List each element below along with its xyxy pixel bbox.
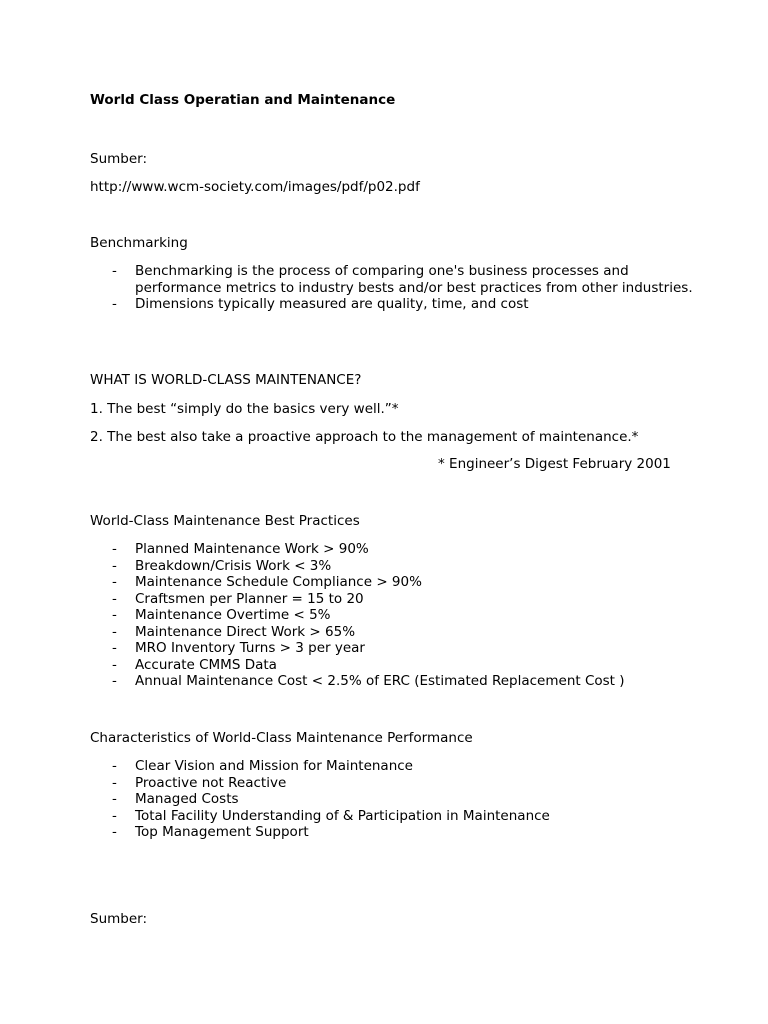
list-item-text: Managed Costs: [135, 791, 239, 807]
bullet-dash: -: [112, 263, 117, 279]
bullet-dash: -: [112, 640, 117, 656]
bullet-dash: -: [112, 557, 117, 574]
characteristics-list: [90, 758, 695, 841]
list-item: [90, 657, 695, 674]
list-item-text: Accurate CMMS Data: [135, 656, 277, 673]
list-item-text: Annual Maintenance Cost < 2.5% of ERC (Estimated Replacement Cost ): [135, 673, 625, 689]
list-item-text: Planned Maintenance Work > 90%: [135, 541, 369, 557]
list-item-text: Clear Vision and Mission for Maintenance: [135, 758, 413, 774]
list-item: [90, 824, 695, 841]
bullet-dash: -: [112, 774, 117, 791]
list-item-text: Total Facility Understanding of & Participation in Maintenance: [135, 807, 550, 824]
bullet-dash: -: [112, 824, 117, 840]
list-item: [90, 296, 695, 313]
list-item: [90, 574, 695, 591]
what-is-point-1: 1. The best “simply do the basics very well.”*: [90, 401, 399, 417]
citation: * Engineer’s Digest February 2001: [438, 456, 671, 472]
list-item-text: Benchmarking is the process of comparing one's business processes and performance metrics to industry bests and/or best practices from other industries.: [135, 263, 693, 296]
list-item-text: Maintenance Overtime < 5%: [135, 607, 331, 623]
list-item-text: Maintenance Schedule Compliance > 90%: [135, 574, 422, 590]
bullet-dash: -: [112, 296, 117, 312]
list-item: [90, 673, 695, 690]
list-item: [90, 808, 695, 825]
list-item: [90, 775, 695, 792]
list-item: [90, 791, 695, 808]
bullet-dash: -: [112, 541, 117, 557]
list-item: [90, 263, 695, 296]
what-is-point-2: 2. The best also take a proactive approach to the management of maintenance.*: [90, 429, 639, 445]
what-is-heading: WHAT IS WORLD-CLASS MAINTENANCE?: [90, 372, 362, 388]
list-item-text: Breakdown/Crisis Work < 3%: [135, 557, 332, 574]
list-item-text: Proactive not Reactive: [135, 774, 287, 791]
best-practices-list: [90, 541, 695, 690]
best-practices-heading: World-Class Maintenance Best Practices: [90, 513, 360, 529]
list-item-text: Dimensions typically measured are quality, time, and cost: [135, 296, 529, 312]
list-item-text: Maintenance Direct Work > 65%: [135, 623, 356, 640]
list-item: [90, 758, 695, 775]
bullet-dash: -: [112, 673, 117, 689]
source-link[interactable]: http://www.wcm-society.com/images/pdf/p02.pdf: [90, 179, 420, 195]
benchmarking-list: [90, 263, 695, 313]
list-item: [90, 591, 695, 608]
list-item: [90, 624, 695, 641]
bullet-dash: -: [112, 656, 117, 673]
list-item-text: Craftsmen per Planner = 15 to 20: [135, 590, 364, 607]
bullet-dash: -: [112, 791, 117, 807]
list-item: [90, 541, 695, 558]
footer-source-label: Sumber:: [90, 911, 148, 927]
document-title: World Class Operatian and Maintenance: [90, 92, 396, 108]
source-label: Sumber:: [90, 151, 148, 167]
bullet-dash: -: [112, 807, 117, 824]
list-item-text: Top Management Support: [135, 824, 309, 840]
bullet-dash: -: [112, 574, 117, 590]
bullet-dash: -: [112, 623, 117, 640]
benchmarking-heading: Benchmarking: [90, 235, 188, 251]
list-item-text: MRO Inventory Turns > 3 per year: [135, 640, 365, 656]
list-item: [90, 640, 695, 657]
list-item: [90, 607, 695, 624]
bullet-dash: -: [112, 758, 117, 774]
bullet-dash: -: [112, 607, 117, 623]
characteristics-heading: Characteristics of World-Class Maintenance Performance: [90, 730, 473, 746]
bullet-dash: -: [112, 590, 117, 607]
list-item: [90, 558, 695, 575]
